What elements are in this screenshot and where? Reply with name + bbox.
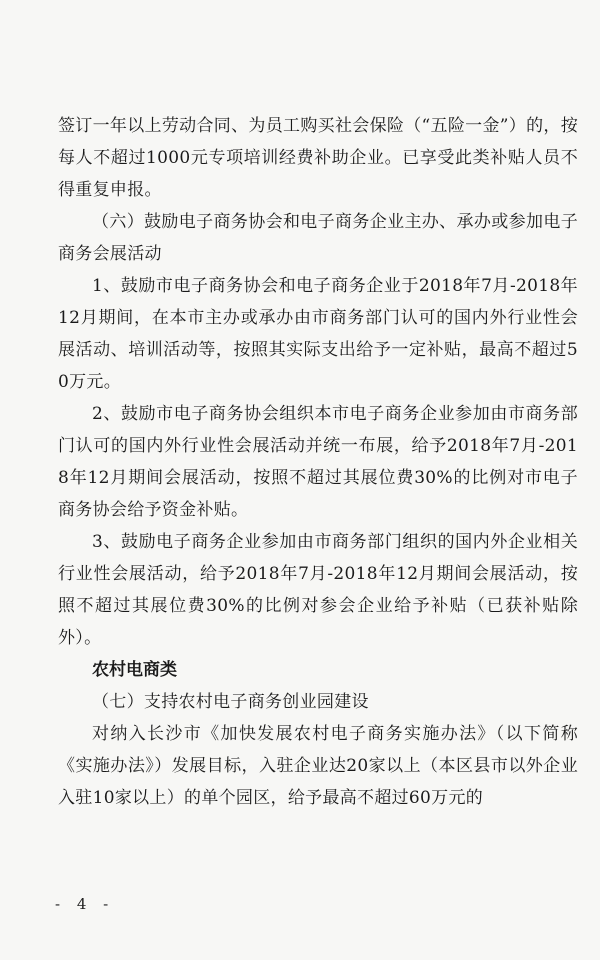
page-number: - 4 - bbox=[55, 895, 115, 913]
paragraph-training-subsidy: 签订一年以上劳动合同、为员工购买社会保险（“五险一金”）的，按每人不超过1000元专项培训经费补助企业。已享受此类补贴人员不得重复申报。 bbox=[58, 116, 578, 200]
section-heading-seven: （七）支持农村电子商务创业园建设 bbox=[92, 692, 369, 712]
paragraph-item-3: 3、鼓励电子商务企业参加由市商务部门组织的国内外企业相关行业性会展活动，给予2018年7月-2018年12月期间会展活动，按照不超过其展位费30%的比例对参会企业给予补贴（已获补贴除外）。 bbox=[58, 532, 578, 648]
paragraph-rural-park: 对纳入长沙市《加快发展农村电子商务实施办法》（以下简称《实施办法》）发展目标，入驻企业达20家以上（本区县市以外企业入驻10家以上）的单个园区，给予最高不超过60万元的 bbox=[58, 724, 578, 808]
document-body bbox=[58, 110, 578, 814]
section-heading-six: （六）鼓励电子商务协会和电子商务企业主办、承办或参加电子商务会展活动 bbox=[58, 212, 578, 264]
paragraph-item-1: 1、鼓励市电子商务协会和电子商务企业于2018年7月-2018年12月期间，在本市主办或承办由市商务部门认可的国内外行业性会展活动、培训活动等，按照其实际支出给予一定补贴，最高不超过50万元。 bbox=[58, 276, 578, 392]
paragraph-item-2: 2、鼓励市电子商务协会组织本市电子商务企业参加由市商务部门认可的国内外行业性会展活动并统一布展，给予2018年7月-2018年12月期间会展活动，按照不超过其展位费30%的比例对市电子商务协会给予资金补贴。 bbox=[58, 404, 578, 520]
category-heading-rural-ecommerce: 农村电商类 bbox=[92, 660, 177, 680]
